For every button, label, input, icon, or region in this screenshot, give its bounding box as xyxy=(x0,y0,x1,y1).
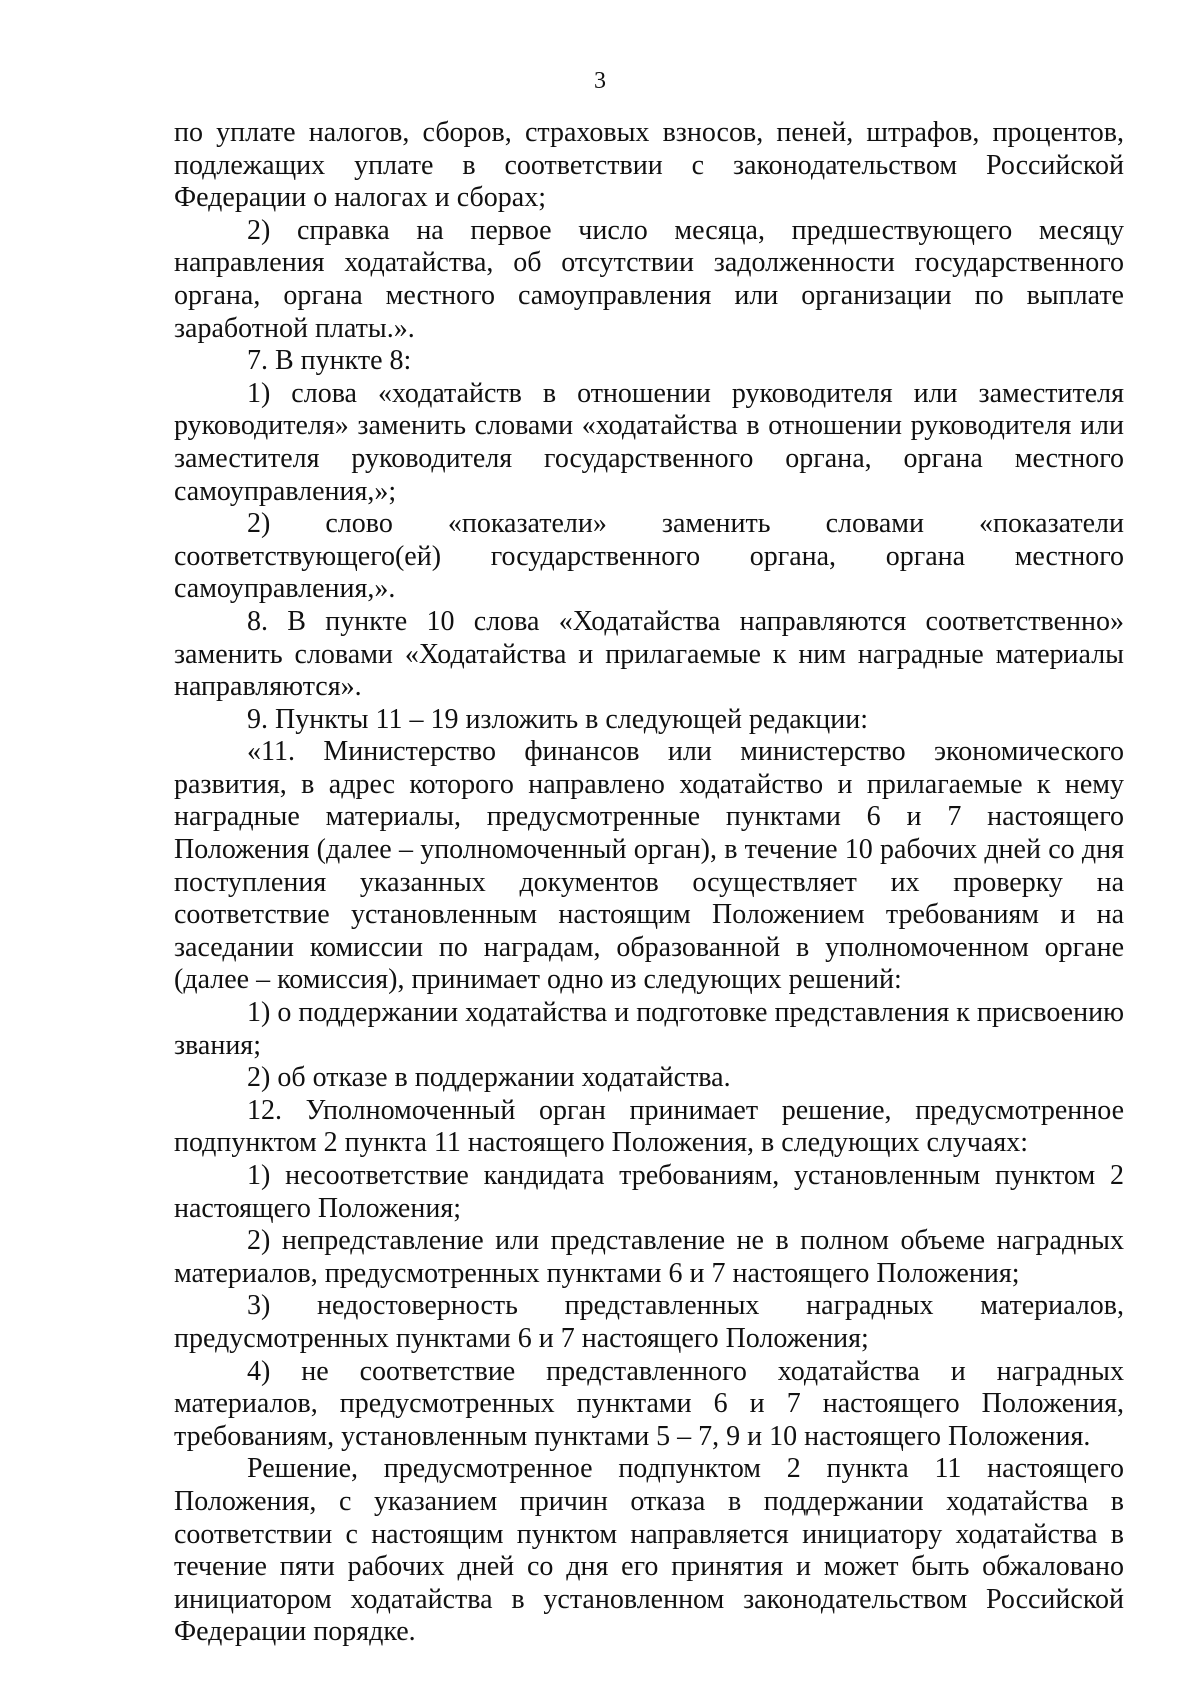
page-number: 3 xyxy=(594,68,606,94)
paragraph: 4) не соответствие представленного ходатайства и наградных материалов, предусмотренных пунктами 6 и 7 настоящего Положения, требованиям, установленным пунктами 5 – 7, 9 и 10 настоящего Положения. xyxy=(174,1355,1124,1452)
paragraph: 7. В пункте 8: xyxy=(247,345,412,377)
paragraph: 2) слово «показатели» заменить словами «показатели соответствующего(ей) государственного органа, органа местного самоуправления,». xyxy=(174,508,1124,605)
paragraph: 2) непредставление или представление не в полном объеме наградных материалов, предусмотренных пунктами 6 и 7 настоящего Положения; xyxy=(174,1225,1124,1289)
paragraph: Решение, предусмотренное подпунктом 2 пункта 11 настоящего Положения, с указанием причин отказа в поддержании ходатайства в соответствии с настоящим пунктом направляется инициатору ходатайства в течение пяти рабочих дней со дня его принятия и может быть обжаловано инициатором ходатайства в установленном законодательством Российской Федерации порядке. xyxy=(174,1453,1124,1648)
paragraph: 2) об отказе в поддержании ходатайства. xyxy=(247,1062,731,1094)
paragraph: 1) о поддержании ходатайства и подготовке представления к присвоению звания; xyxy=(174,997,1124,1061)
paragraph: 1) слова «ходатайств в отношении руководителя или заместителя руководителя» заменить словами «ходатайства в отношении руководителя или заместителя руководителя государственного органа, органа местного самоуправления,»; xyxy=(174,377,1124,507)
paragraph: 1) несоответствие кандидата требованиям, установленным пунктом 2 настоящего Положения; xyxy=(174,1160,1124,1224)
paragraph: 8. В пункте 10 слова «Ходатайства направляются соответственно» заменить словами «Ходатайства и прилагаемые к ним наградные материалы направляются». xyxy=(174,605,1124,703)
paragraph: по уплате налогов, сборов, страховых взносов, пеней, штрафов, процентов, подлежащих уплате в соответствии с законодательством Российской Федерации о налогах и сборах; xyxy=(174,117,1124,214)
paragraph: 2) справка на первое число месяца, предшествующего месяцу направления ходатайства, об отсутствии задолженности государственного органа, органа местного самоуправления или организации по выплате заработной платы.». xyxy=(174,214,1124,344)
paragraph: 9. Пункты 11 – 19 изложить в следующей редакции: xyxy=(247,703,868,735)
paragraph: 12. Уполномоченный орган принимает решение, предусмотренное подпунктом 2 пункта 11 настоящего Положения, в следующих случаях: xyxy=(174,1094,1124,1159)
paragraph: «11. Министерство финансов или министерство экономического развития, в адрес которого направлено ходатайство и прилагаемые к нему наградные материалы, предусмотренные пунктами 6 и 7 настоящего Положения (далее – уполномоченный орган), в течение 10 рабочих дней со дня поступления указанных документов осуществляет их проверку на соответствие установленным настоящим Положением требованиям и на заседании комиссии по наградам, образованной в уполномоченном органе (далее – комиссия), принимает одно из следующих решений: xyxy=(174,736,1124,996)
paragraph: 3) недостоверность представленных наградных материалов, предусмотренных пунктами 6 и 7 настоящего Положения; xyxy=(174,1290,1124,1354)
document-body xyxy=(174,117,1124,1649)
